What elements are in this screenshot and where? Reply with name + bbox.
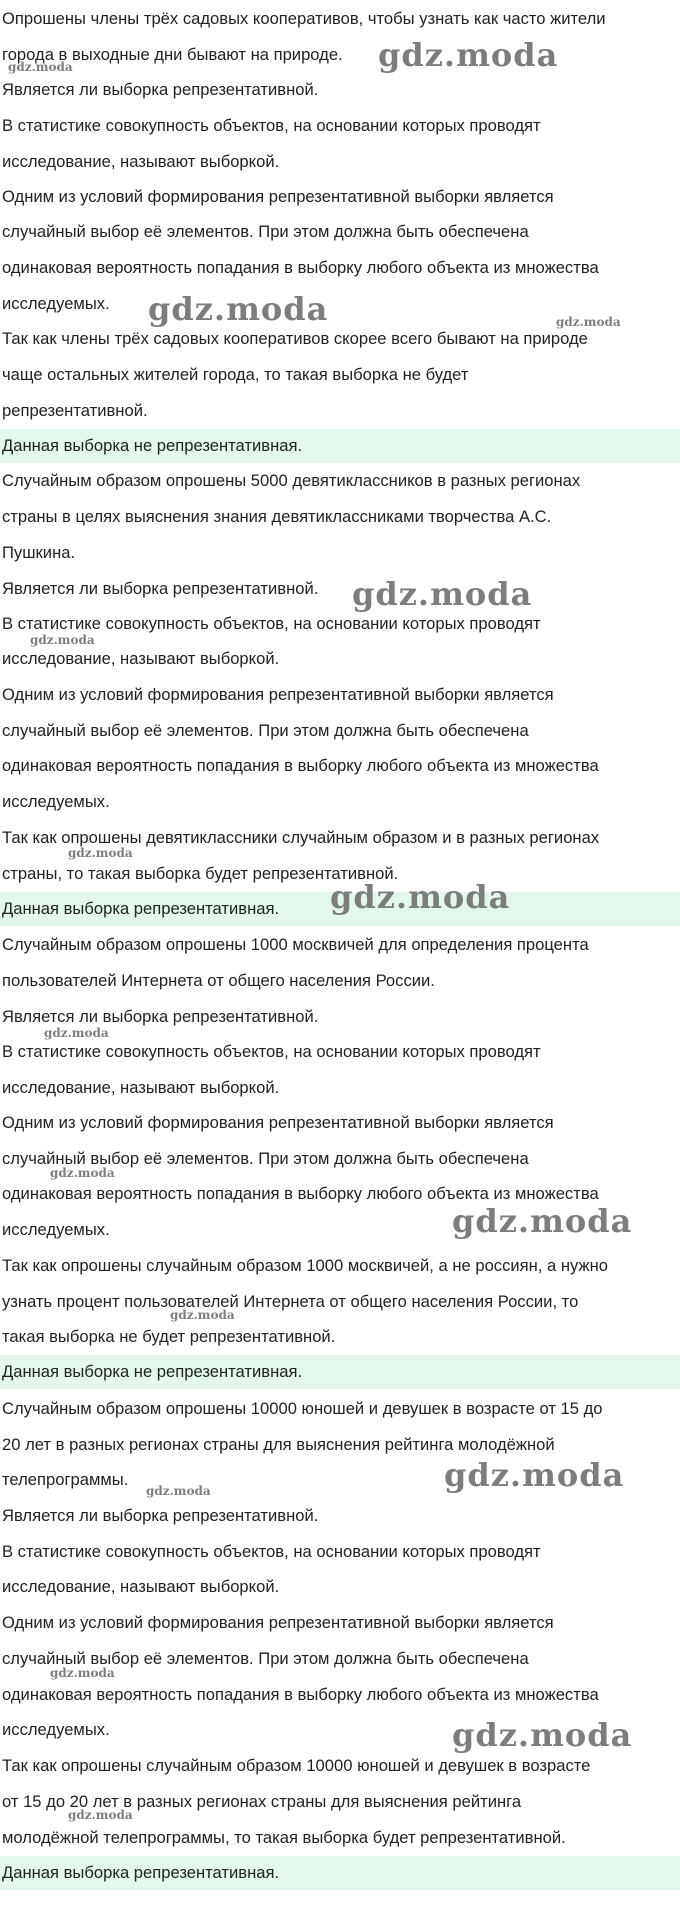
question-line: Является ли выборка репрезентативной.: [2, 80, 319, 99]
text-line: Так как члены трёх садовых кооперативов скорее всего бывают на природе: [2, 329, 588, 348]
text-line: исследуемых.: [2, 1720, 110, 1739]
watermark-logo: gdz.moda: [452, 1716, 633, 1754]
answer-line: Данная выборка не репрезентативная.: [0, 429, 680, 463]
text-line: В статистике совокупность объектов, на основании которых проводят: [2, 614, 541, 633]
text-line: Так как опрошены девятиклассники случайным образом и в разных регионах: [2, 828, 600, 847]
watermark-logo: gdz.moda: [556, 315, 621, 329]
text-line: случайный выбор её элементов. При этом должна быть обеспечена: [2, 1649, 529, 1668]
text-line: случайный выбор её элементов. При этом должна быть обеспечена: [2, 721, 529, 740]
watermark-logo: gdz.moda: [68, 1808, 133, 1822]
text-line: Пушкина.: [2, 543, 76, 562]
watermark-logo: gdz.moda: [378, 36, 559, 74]
text-line: случайный выбор её элементов. При этом должна быть обеспечена: [2, 1149, 529, 1168]
text-line: одинаковая вероятность попадания в выборку любого объекта из множества: [2, 1685, 599, 1704]
text-line: исследование, называют выборкой.: [2, 152, 280, 171]
text-line: страны, то такая выборка будет репрезентативной.: [2, 864, 399, 883]
text-line: исследуемых.: [2, 1220, 110, 1239]
text-line: исследование, называют выборкой.: [2, 1078, 280, 1097]
text-line: В статистике совокупность объектов, на основании которых проводят: [2, 1042, 541, 1061]
watermark-logo: gdz.moda: [444, 1456, 625, 1494]
text-line: Одним из условий формирования репрезентативной выборки является: [2, 1613, 554, 1632]
text-line: от 15 до 20 лет в разных регионах страны для выяснения рейтинга: [2, 1792, 522, 1811]
text-line: одинаковая вероятность попадания в выборку любого объекта из множества: [2, 258, 599, 277]
answer-line: Данная выборка не репрезентативная.: [0, 1355, 680, 1389]
text-line: Так как опрошены случайным образом 1000 москвичей, а не россиян, а нужно: [2, 1256, 609, 1275]
watermark-logo: gdz.moda: [148, 290, 329, 328]
text-line: Опрошены члены трёх садовых кооперативов, чтобы узнать как часто жители: [2, 9, 606, 28]
question-line: Является ли выборка репрезентативной.: [2, 579, 319, 598]
watermark-logo: gdz.moda: [330, 878, 511, 916]
watermark-logo: gdz.moda: [452, 1202, 633, 1240]
text-line: Случайным образом опрошены 1000 москвичей для определения процента: [2, 935, 589, 954]
watermark-logo: gdz.moda: [170, 1308, 235, 1322]
question-line: Является ли выборка репрезентативной.: [2, 1506, 319, 1525]
watermark-logo: gdz.moda: [8, 60, 73, 74]
text-line: репрезентативной.: [2, 401, 148, 420]
watermark-logo: gdz.moda: [30, 633, 95, 647]
text-line: случайный выбор её элементов. При этом должна быть обеспечена: [2, 222, 529, 241]
text-line: исследование, называют выборкой.: [2, 649, 280, 668]
text-line: пользователей Интернета от общего населения России.: [2, 971, 435, 990]
text-line: одинаковая вероятность попадания в выборку любого объекта из множества: [2, 1184, 599, 1203]
text-line: 20 лет в разных регионах страны для выяснения рейтинга молодёжной: [2, 1435, 555, 1454]
text-line: такая выборка не будет репрезентативной.: [2, 1327, 336, 1346]
text-line: страны в целях выяснения знания девятиклассниками творчества А.С.: [2, 507, 552, 526]
text-line: чаще остальных жителей города, то такая выборка не будет: [2, 365, 469, 384]
question-line: Является ли выборка репрезентативной.: [2, 1007, 319, 1026]
answer-line: Данная выборка репрезентативная.: [0, 892, 680, 926]
text-line: молодёжной телепрограммы, то такая выборка будет репрезентативной.: [2, 1828, 566, 1847]
text-line: Одним из условий формирования репрезентативной выборки является: [2, 187, 554, 206]
text-line: Случайным образом опрошены 5000 девятиклассников в разных регионах: [2, 471, 581, 490]
watermark-logo: gdz.moda: [146, 1484, 211, 1498]
watermark-logo: gdz.moda: [68, 846, 133, 860]
watermark-logo: gdz.moda: [352, 575, 533, 613]
text-line: исследуемых.: [2, 294, 110, 313]
text-line: узнать процент пользователей Интернета от общего населения России, то: [2, 1292, 579, 1311]
watermark-logo: gdz.moda: [50, 1666, 115, 1680]
text-line: В статистике совокупность объектов, на основании которых проводят: [2, 116, 541, 135]
text-line: города в выходные дни бывают на природе.: [2, 45, 343, 64]
text-line: Одним из условий формирования репрезентативной выборки является: [2, 685, 554, 704]
text-line: одинаковая вероятность попадания в выборку любого объекта из множества: [2, 756, 599, 775]
answer-line: Данная выборка репрезентативная.: [0, 1856, 680, 1890]
text-line: телепрограммы.: [2, 1470, 129, 1489]
text-line: исследуемых.: [2, 792, 110, 811]
watermark-logo: gdz.moda: [50, 1166, 115, 1180]
text-line: исследование, называют выборкой.: [2, 1577, 280, 1596]
watermark-logo: gdz.moda: [44, 1026, 109, 1040]
text-line: Так как опрошены случайным образом 10000 юношей и девушек в возрасте: [2, 1756, 591, 1775]
text-line: Одним из условий формирования репрезентативной выборки является: [2, 1113, 554, 1132]
text-line: Случайным образом опрошены 10000 юношей и девушек в возрасте от 15 до: [2, 1399, 603, 1418]
text-line: В статистике совокупность объектов, на основании которых проводят: [2, 1542, 541, 1561]
